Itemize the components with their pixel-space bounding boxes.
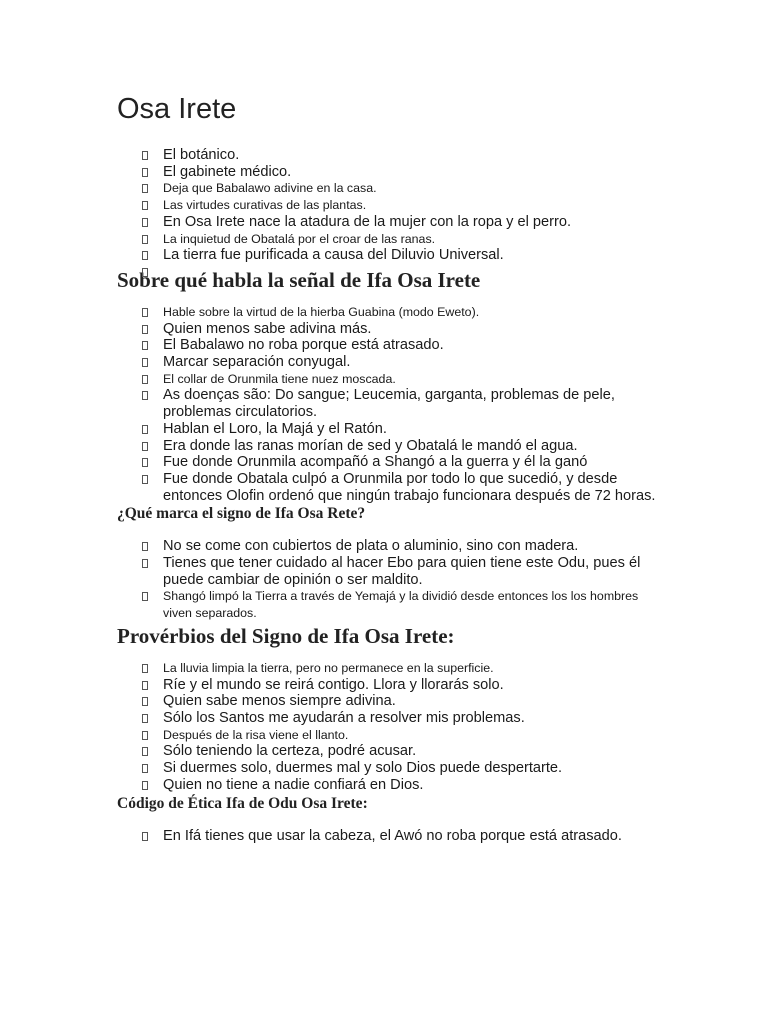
list-item [117,371,657,388]
list-item [117,727,657,744]
bullet-icon [142,731,148,740]
section-heading-codigo: Código de Ética Ifa de Odu Osa Irete: [117,794,368,812]
list-item-text: Después de la risa viene el llanto. [163,727,349,742]
bullet-icon [142,375,148,384]
bullet-icon [142,425,148,434]
list-item-text: La inquietud de Obatalá por el croar de las ranas. [163,231,436,246]
list-item [117,438,657,455]
list-item-text: El collar de Orunmila tiene nuez moscada. [163,371,396,386]
list-item [117,421,657,438]
bullet-icon [142,442,148,451]
list-item-text: Marcar separación conyugal. [163,354,351,371]
list-item-text: Shangó limpó la Tierra a través de Yemajá y la dividió desde entonces los los hombres viven separados. [163,589,639,621]
section-heading-marca: ¿Qué marca el signo de Ifa Osa Rete? [117,505,366,523]
section-heading-sobre: Sobre qué habla la señal de Ifa Osa Irete [117,267,481,292]
list-item [117,760,657,777]
list-item-text: Si duermes solo, duermes mal y solo Dios puede despertarte. [163,760,563,777]
list-item-text: Las virtudes curativas de las plantas. [163,198,367,213]
list-item-text: Sólo teniendo la certeza, podré acusar. [163,743,417,760]
bullet-icon [142,475,148,484]
sobre-list [117,304,657,504]
list-item-text: El gabinete médico. [163,163,292,180]
list-item-text: El botánico. [163,147,240,163]
list-item-text: La tierra fue purificada a causa del Diluvio Universal. [163,247,504,264]
list-item-text: En Osa Irete nace la atadura de la mujer con la ropa y el perro. [163,213,572,230]
bullet-icon [142,168,148,177]
list-item-text: Quien sabe menos siempre adivina. [163,693,396,710]
bullet-icon [142,218,148,227]
list-item-text: Hable sobre la virtud de la hierba Guabina (modo Eweto). [163,304,480,319]
list-item-text: Tienes que tener cuidado al hacer Ebo para quien tiene este Odu, pues él puede cambiar de opinión o ser maldito. [163,555,641,588]
bullet-icon [142,592,148,601]
list-item [117,677,657,694]
section-heading-proverbios: Provérbios del Signo de Ifa Osa Irete: [117,623,455,648]
bullet-icon [142,358,148,367]
list-item-text: Hablan el Loro, la Majá y el Ratón. [163,420,387,437]
list-item [117,180,657,197]
list-item [117,693,657,710]
list-item-text: No se come con cubiertos de plata o aluminio, sino con madera. [163,538,579,555]
bullet-icon [142,781,148,790]
list-item-text: En Ifá tienes que usar la cabeza, el Awó no roba porque está atrasado. [163,827,622,844]
list-item [117,164,657,181]
list-item [117,538,657,555]
list-item [117,197,657,214]
bullet-icon [142,697,148,706]
list-item [117,471,657,504]
list-item [117,231,657,248]
list-item [117,588,657,621]
bullet-icon [142,542,148,551]
list-item-text: Sólo los Santos me ayudarán a resolver mis problemas. [163,709,525,726]
list-item [117,247,657,264]
list-item [117,337,657,354]
list-item-text: Deja que Babalawo adivine en la casa. [163,181,377,196]
marca-list [117,538,657,622]
list-item [117,454,657,471]
list-item [117,354,657,371]
list-item [117,387,657,420]
list-item [117,743,657,760]
bullet-icon [142,268,148,277]
list-item-text: Quien no tiene a nadie confiará en Dios. [163,776,424,793]
list-item-text: Fue donde Obatala culpó a Orunmila por todo lo que sucedió, y desde entonces Olofin ordenó que ningún trabajo funcionara después de 72 horas. [163,470,656,504]
bullet-icon [142,201,148,210]
list-item [117,828,657,845]
list-item-text: As doenças são: Do sangue; Leucemia, garganta, problemas de pele, problemas circulatorios. [163,387,615,421]
bullet-icon [142,184,148,193]
bullet-icon [142,251,148,260]
bullet-icon [142,235,148,244]
list-item [117,321,657,338]
list-item [117,147,657,164]
list-item-text: Quien menos sabe adivina más. [163,320,372,337]
list-item-text: Ríe y el mundo se reirá contigo. Llora y llorarás solo. [163,676,504,693]
list-item-text: El Babalawo no roba porque está atrasado. [163,337,444,354]
list-item [117,555,657,588]
page-title: Osa Irete [117,93,237,125]
list-item [117,214,657,231]
list-item-text: Era donde las ranas morían de sed y Obatalá le mandó el agua. [163,437,578,454]
bullet-icon [142,151,148,160]
list-item-text: Fue donde Orunmila acompañó a Shangó a la guerra y él la ganó [163,454,588,471]
bullet-icon [142,341,148,350]
codigo-list [117,828,657,845]
list-item [117,777,657,794]
bullet-icon [142,764,148,773]
bullet-icon [142,325,148,334]
bullet-icon [142,308,148,317]
bullet-icon [142,714,148,723]
bullet-icon [142,832,148,841]
bullet-icon [142,747,148,756]
bullet-icon [142,681,148,690]
bullet-icon [142,664,148,673]
bullet-icon [142,391,148,400]
proverbios-list [117,660,657,794]
list-item [117,660,657,677]
list-item [117,304,657,321]
bullet-icon [142,559,148,568]
list-item-text: La lluvia limpia la tierra, pero no permanece en la superficie. [163,660,494,675]
list-item [117,710,657,727]
bullet-icon [142,458,148,467]
document-page [117,92,657,844]
topics-list [117,147,657,264]
